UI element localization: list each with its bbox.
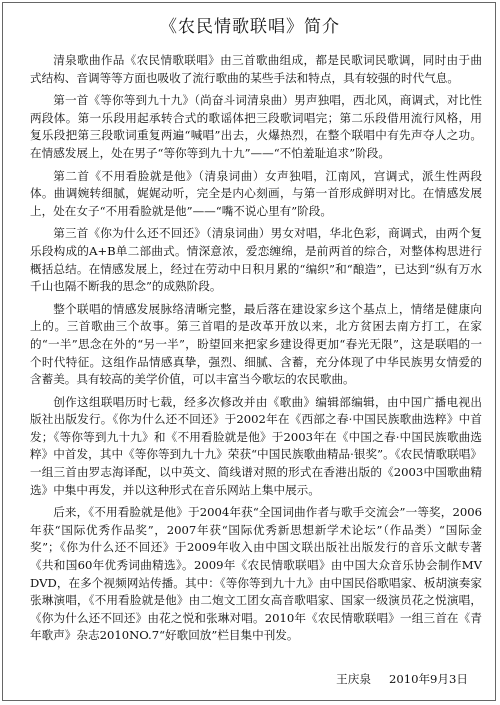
article-body	[30, 52, 482, 650]
page-title: 《农民情歌联唱》简介	[160, 17, 340, 37]
paragraph-song-1: 第一首《等你等到九十九》（尚奋斗词清泉曲）男声独唱，西北风，商调式，对比性两段体。第一乐段用起承转合式的歌谣体把三段歌词唱完；第二乐段借用流行风格，用复乐段把第三段歌词重复两遍“喊唱”出去，火爆热烈，在整个联唱中有先声夺人之功。在情感发展上，处在男子“等你等到九十九”——“不怕羞耻追求”阶段。	[30, 93, 482, 160]
paragraph-intro: 清泉歌曲作品《农民情歌联唱》由三首歌曲组成，都是民歌词民歌调，同时由于曲式结构、音调等等方面也吸收了流行歌曲的某些手法和特点，具有较强的时代气息。	[30, 53, 482, 85]
paragraph-song-3: 第三首《你为什么还不回还》（清泉词曲）男女对唱，华北色彩，商调式，由两个复乐段构成的A+B单二部曲式。情深意浓，爱恋缠绵，是前两首的综合，对整体构思进行概括总结。在情感发展上，经过在劳动中日积月累的“编织”和“酿造”，已达到“纵有万水千山也隔不断我的思念”的成熟阶段。	[30, 226, 482, 294]
signature	[336, 671, 468, 687]
signature-date: 2010年9月3日	[388, 672, 468, 686]
paragraph-song-2: 第二首《不用看脸就是他》（清泉词曲）女声独唱，江南风，宫调式，派生性两段体。曲调婉转细腻，娓娓动听，完全是内心刻画，与第一首形成鲜明对比。在情感发展上，处在女子“不用看脸就是他”——“嘴不说心里有”阶段。	[30, 168, 482, 218]
paragraph-publication: 创作这组联唱历时七载，经多次修改并由《歌曲》编辑部编辑，由中国广播电视出版社出版发行。《你为什么还不回还》于2002年在《西部之春·中国民族歌曲选粹》中首发；《等你等到九十九》和《不用看脸就是他》于2003年在《中国之春·中国民族歌曲选粹》中首发，其中《等你等到九十九》荣获“中国民族歌曲精品·银奖”。《农民情歌联唱》一组三首由罗志海译配，以中英文、简线谱对照的形式在香港出版的《2003中国歌曲精选》中集中再发，并以这种形式在音乐网站上集中展示。	[30, 394, 482, 497]
signature-author: 王庆泉	[336, 672, 371, 686]
paragraph-awards: 后来，《不用看脸就是他》于2004年获“全国词曲作者与歌手交流会”一等奖，2006年获“国际优秀作品奖”，2007年获“国际优秀新思想新学术论坛”（作品类）“国际金奖”；《你为什么还不回还》于2009年收入由中国文联出版社出版发行的音乐文献专著《共和国60年优秀词曲精选》。2009年《农民情歌联唱》由中国大众音乐协会制作MV DVD，在多个视频网站传播。其中：《等你等到九十九》由中国民俗歌唱家、板胡演奏家张琳演唱，《不用看脸就是他》由二炮文工团女高音歌唱家、国家一级演员花之悦演唱，《你为什么还不回还》由花之悦和张琳对唱。2010年《农民情歌联唱》一组三首在《青年歌声》杂志2010NO.7“好歌回放”栏目集中刊发。	[30, 505, 482, 643]
paragraph-overview: 整个联唱的情感发展脉络清晰完整，最后落在建设家乡这个基点上，情绪是健康向上的。三首歌曲三个故事。第三首唱的是改革开放以来，北方贫困去南方打工，在家的“一半”思念在外的“另一半”，盼望回来把家乡建设得更加“春光无限”，这是联唱的一个时代特征。这组作品情感真挚，强烈、细腻、含蓄，充分体现了中华民族男女情爱的含蓄美。具有较高的美学价值，可以丰富当今歌坛的农民歌曲。	[30, 301, 482, 387]
